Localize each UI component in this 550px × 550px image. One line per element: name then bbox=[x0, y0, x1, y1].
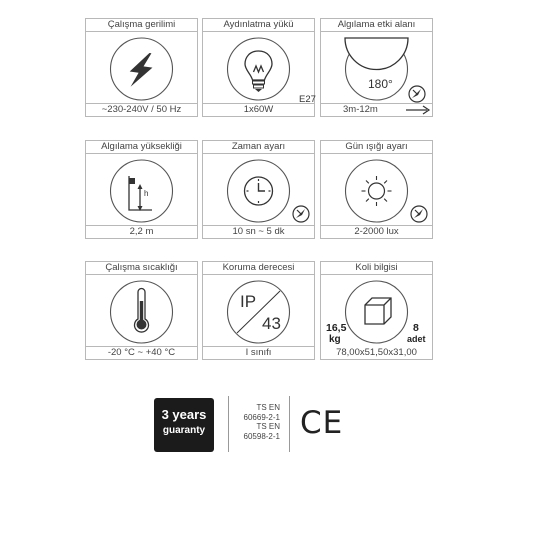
lightning-bolt-icon bbox=[86, 32, 197, 104]
card-detection-range bbox=[320, 18, 433, 117]
card-value: 1x60W bbox=[203, 103, 314, 116]
warranty-badge bbox=[154, 398, 214, 452]
card-title: Algılama yüksekliği bbox=[86, 141, 197, 154]
package-count-unit: adet bbox=[407, 334, 426, 344]
clock-icon bbox=[203, 154, 314, 226]
ce-mark-logo: CE bbox=[300, 405, 344, 441]
card-operating-voltage bbox=[85, 18, 198, 117]
card-value: -20 °C ~ +40 °C bbox=[86, 346, 197, 359]
card-protection-rating bbox=[202, 261, 315, 360]
card-value: 10 sn ~ 5 dk bbox=[203, 225, 314, 238]
card-value: 78,00x51,50x31,00 bbox=[336, 347, 417, 358]
ip-rating-icon bbox=[203, 275, 314, 347]
card-lighting-load bbox=[202, 18, 315, 117]
divider bbox=[289, 396, 290, 452]
light-bulb-icon bbox=[203, 32, 314, 104]
card-title: Algılama etki alanı bbox=[321, 19, 432, 32]
standards-list bbox=[226, 403, 280, 441]
warranty-label: guaranty bbox=[162, 425, 206, 436]
ip-label: IP bbox=[240, 292, 257, 311]
standard-line: 60669-2-1 bbox=[243, 412, 280, 422]
package-weight: 16,5 bbox=[326, 322, 347, 334]
package-weight-unit: kg bbox=[329, 334, 341, 345]
card-time-setting bbox=[202, 140, 315, 239]
card-title: Zaman ayarı bbox=[203, 141, 314, 154]
standard-line: TS EN bbox=[256, 403, 280, 412]
warranty-years: 3 years bbox=[161, 407, 207, 422]
card-value: 2,2 m bbox=[86, 225, 197, 238]
detection-angle-icon bbox=[321, 32, 432, 104]
card-value: I sınıfı bbox=[203, 346, 314, 359]
card-value: 3m-12m bbox=[321, 103, 432, 116]
card-title: Aydınlatma yükü bbox=[203, 19, 314, 32]
package-count: 8 bbox=[413, 322, 419, 334]
thermometer-icon bbox=[86, 275, 197, 347]
card-package-info bbox=[320, 261, 433, 360]
ip-value: 43 bbox=[262, 314, 281, 333]
card-title: Koli bilgisi bbox=[321, 262, 432, 275]
standard-line: TS EN bbox=[256, 422, 280, 431]
card-title: Çalışma gerilimi bbox=[86, 19, 197, 32]
card-value: 2-2000 lux bbox=[321, 225, 432, 238]
card-title: Gün ışığı ayarı bbox=[321, 141, 432, 154]
detection-angle-label: 180° bbox=[368, 77, 393, 91]
card-operating-temperature bbox=[85, 261, 198, 360]
card-detection-height bbox=[85, 140, 198, 239]
card-title: Çalışma sıcaklığı bbox=[86, 262, 197, 275]
card-value: ~230-240V / 50 Hz bbox=[86, 103, 197, 116]
sun-icon bbox=[321, 154, 432, 226]
card-title: Koruma derecesi bbox=[203, 262, 314, 275]
standard-line: 60598-2-1 bbox=[243, 431, 280, 441]
height-marker: h bbox=[144, 189, 149, 198]
card-daylight-setting bbox=[320, 140, 433, 239]
socket-type-label: E27 bbox=[299, 94, 316, 105]
mounting-height-icon bbox=[86, 154, 197, 226]
